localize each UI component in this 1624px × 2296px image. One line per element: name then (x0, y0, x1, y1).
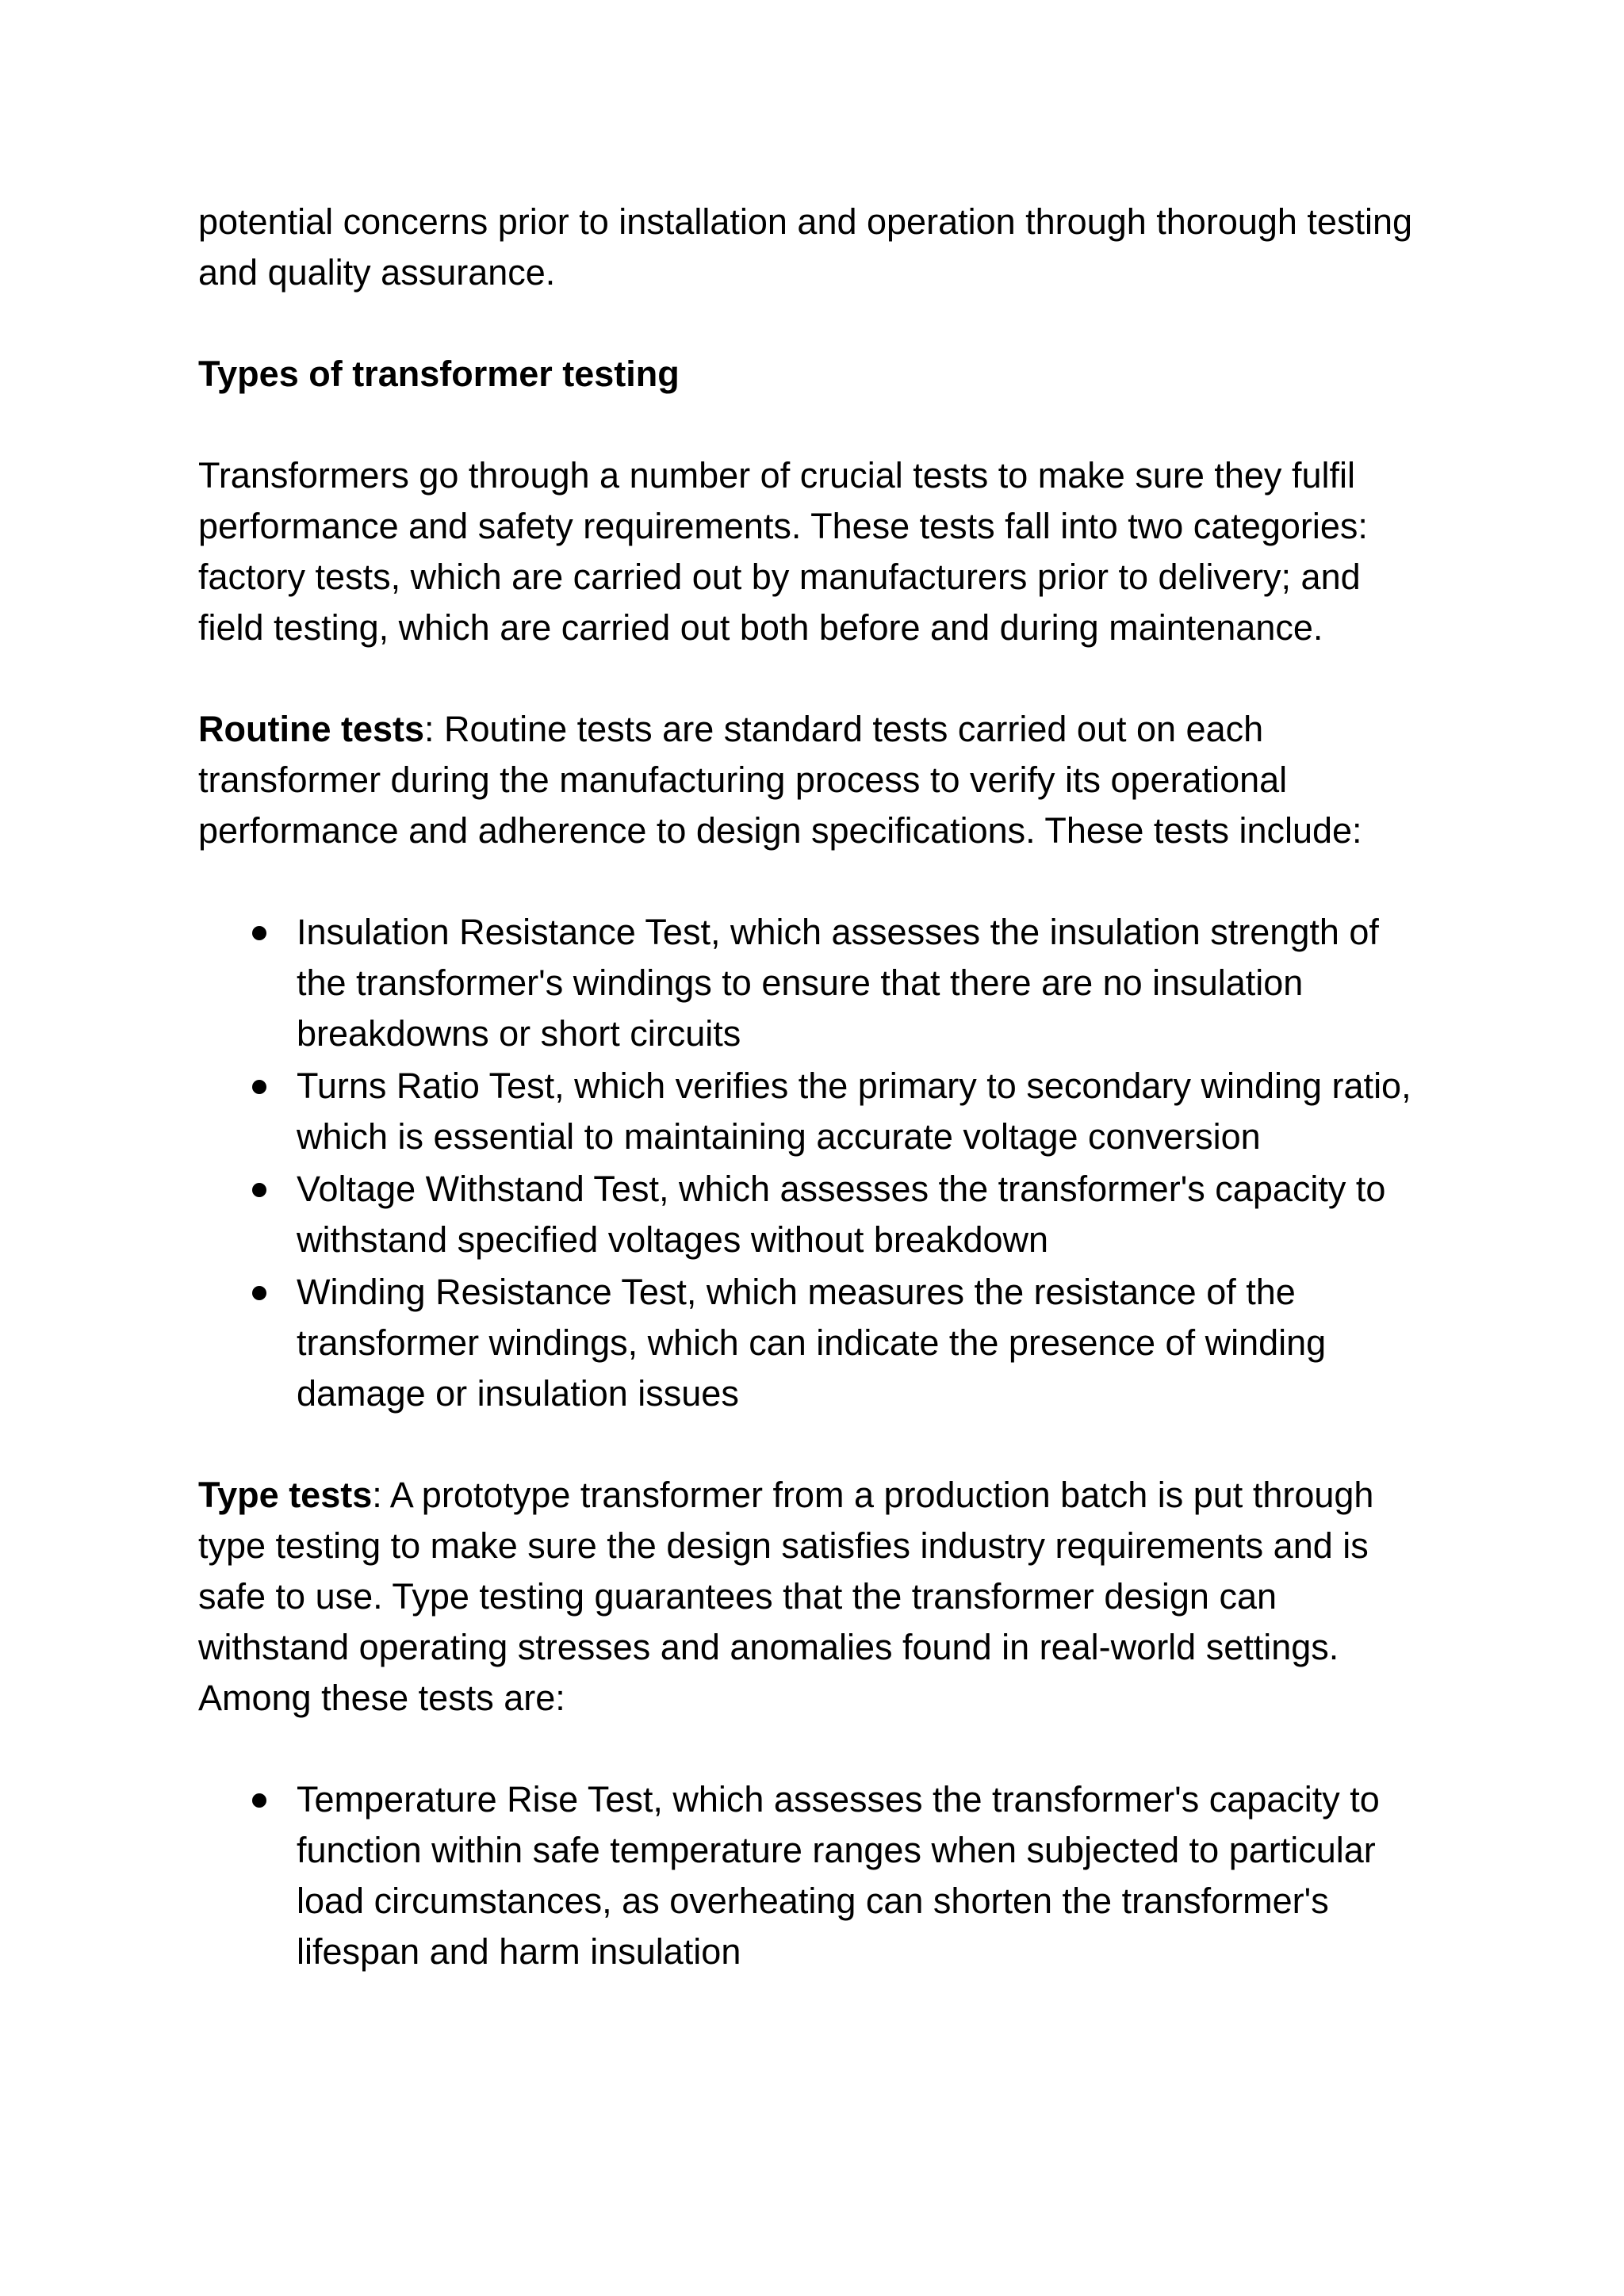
list-item (297, 1164, 1435, 1265)
routine-tests-paragraph (198, 704, 1435, 856)
intro-continuation-paragraph: potential concerns prior to installation and operation through thorough testing and quality assurance. (198, 201, 1413, 293)
bullet-icon (252, 1080, 266, 1094)
type-tests-paragraph (198, 1470, 1435, 1724)
list-item (297, 1061, 1435, 1162)
bullet-icon (252, 1183, 266, 1197)
type-tests-list (198, 1774, 1435, 1977)
bullet-icon (252, 1793, 266, 1808)
routine-tests-text: : Routine tests are standard tests carried out on each transformer during the manufacturing process to verify its operational performance and adherence to design specifications. These tests include: (198, 709, 1362, 851)
routine-tests-term: Routine tests (198, 709, 425, 749)
list-item (297, 907, 1435, 1059)
type-tests-term: Type tests (198, 1475, 373, 1515)
routine-tests-list (198, 907, 1435, 1419)
list-item (297, 1267, 1435, 1419)
list-item-text: Voltage Withstand Test, which assesses the transformer's capacity to withstand specified voltages without breakdown (297, 1169, 1386, 1260)
list-item-text: Winding Resistance Test, which measures the resistance of the transformer windings, which can indicate the presence of winding damage or insulation issues (297, 1272, 1327, 1414)
bullet-icon (252, 926, 266, 940)
list-item-text: Turns Ratio Test, which verifies the primary to secondary winding ratio, which is essential to maintaining accurate voltage conversion (297, 1066, 1411, 1157)
list-item-text: Temperature Rise Test, which assesses the transformer's capacity to function within safe temperature ranges when subjected to particular load circumstances, as overheating can shorten the transformer's lifespan and harm insulation (297, 1779, 1380, 1972)
list-item-text: Insulation Resistance Test, which assesses the insulation strength of the transformer's windings to ensure that there are no insulation breakdowns or short circuits (297, 912, 1379, 1054)
section-heading: Types of transformer testing (198, 354, 680, 394)
document-page (198, 197, 1435, 1979)
overview-paragraph: Transformers go through a number of crucial tests to make sure they fulfil performance and safety requirements. These tests fall into two categories: factory tests, which are carried out by manufacturers prior to delivery; and field testing, which are carried out both before and during maintenance. (198, 455, 1368, 648)
type-tests-text: : A prototype transformer from a production batch is put through type testing to make sure the design satisfies industry requirements and is safe to use. Type testing guarantees that the transformer design can withstand operating stresses and anomalies found in real-world settings. Among these tests are: (198, 1475, 1374, 1718)
list-item (297, 1774, 1435, 1977)
bullet-icon (252, 1286, 266, 1300)
